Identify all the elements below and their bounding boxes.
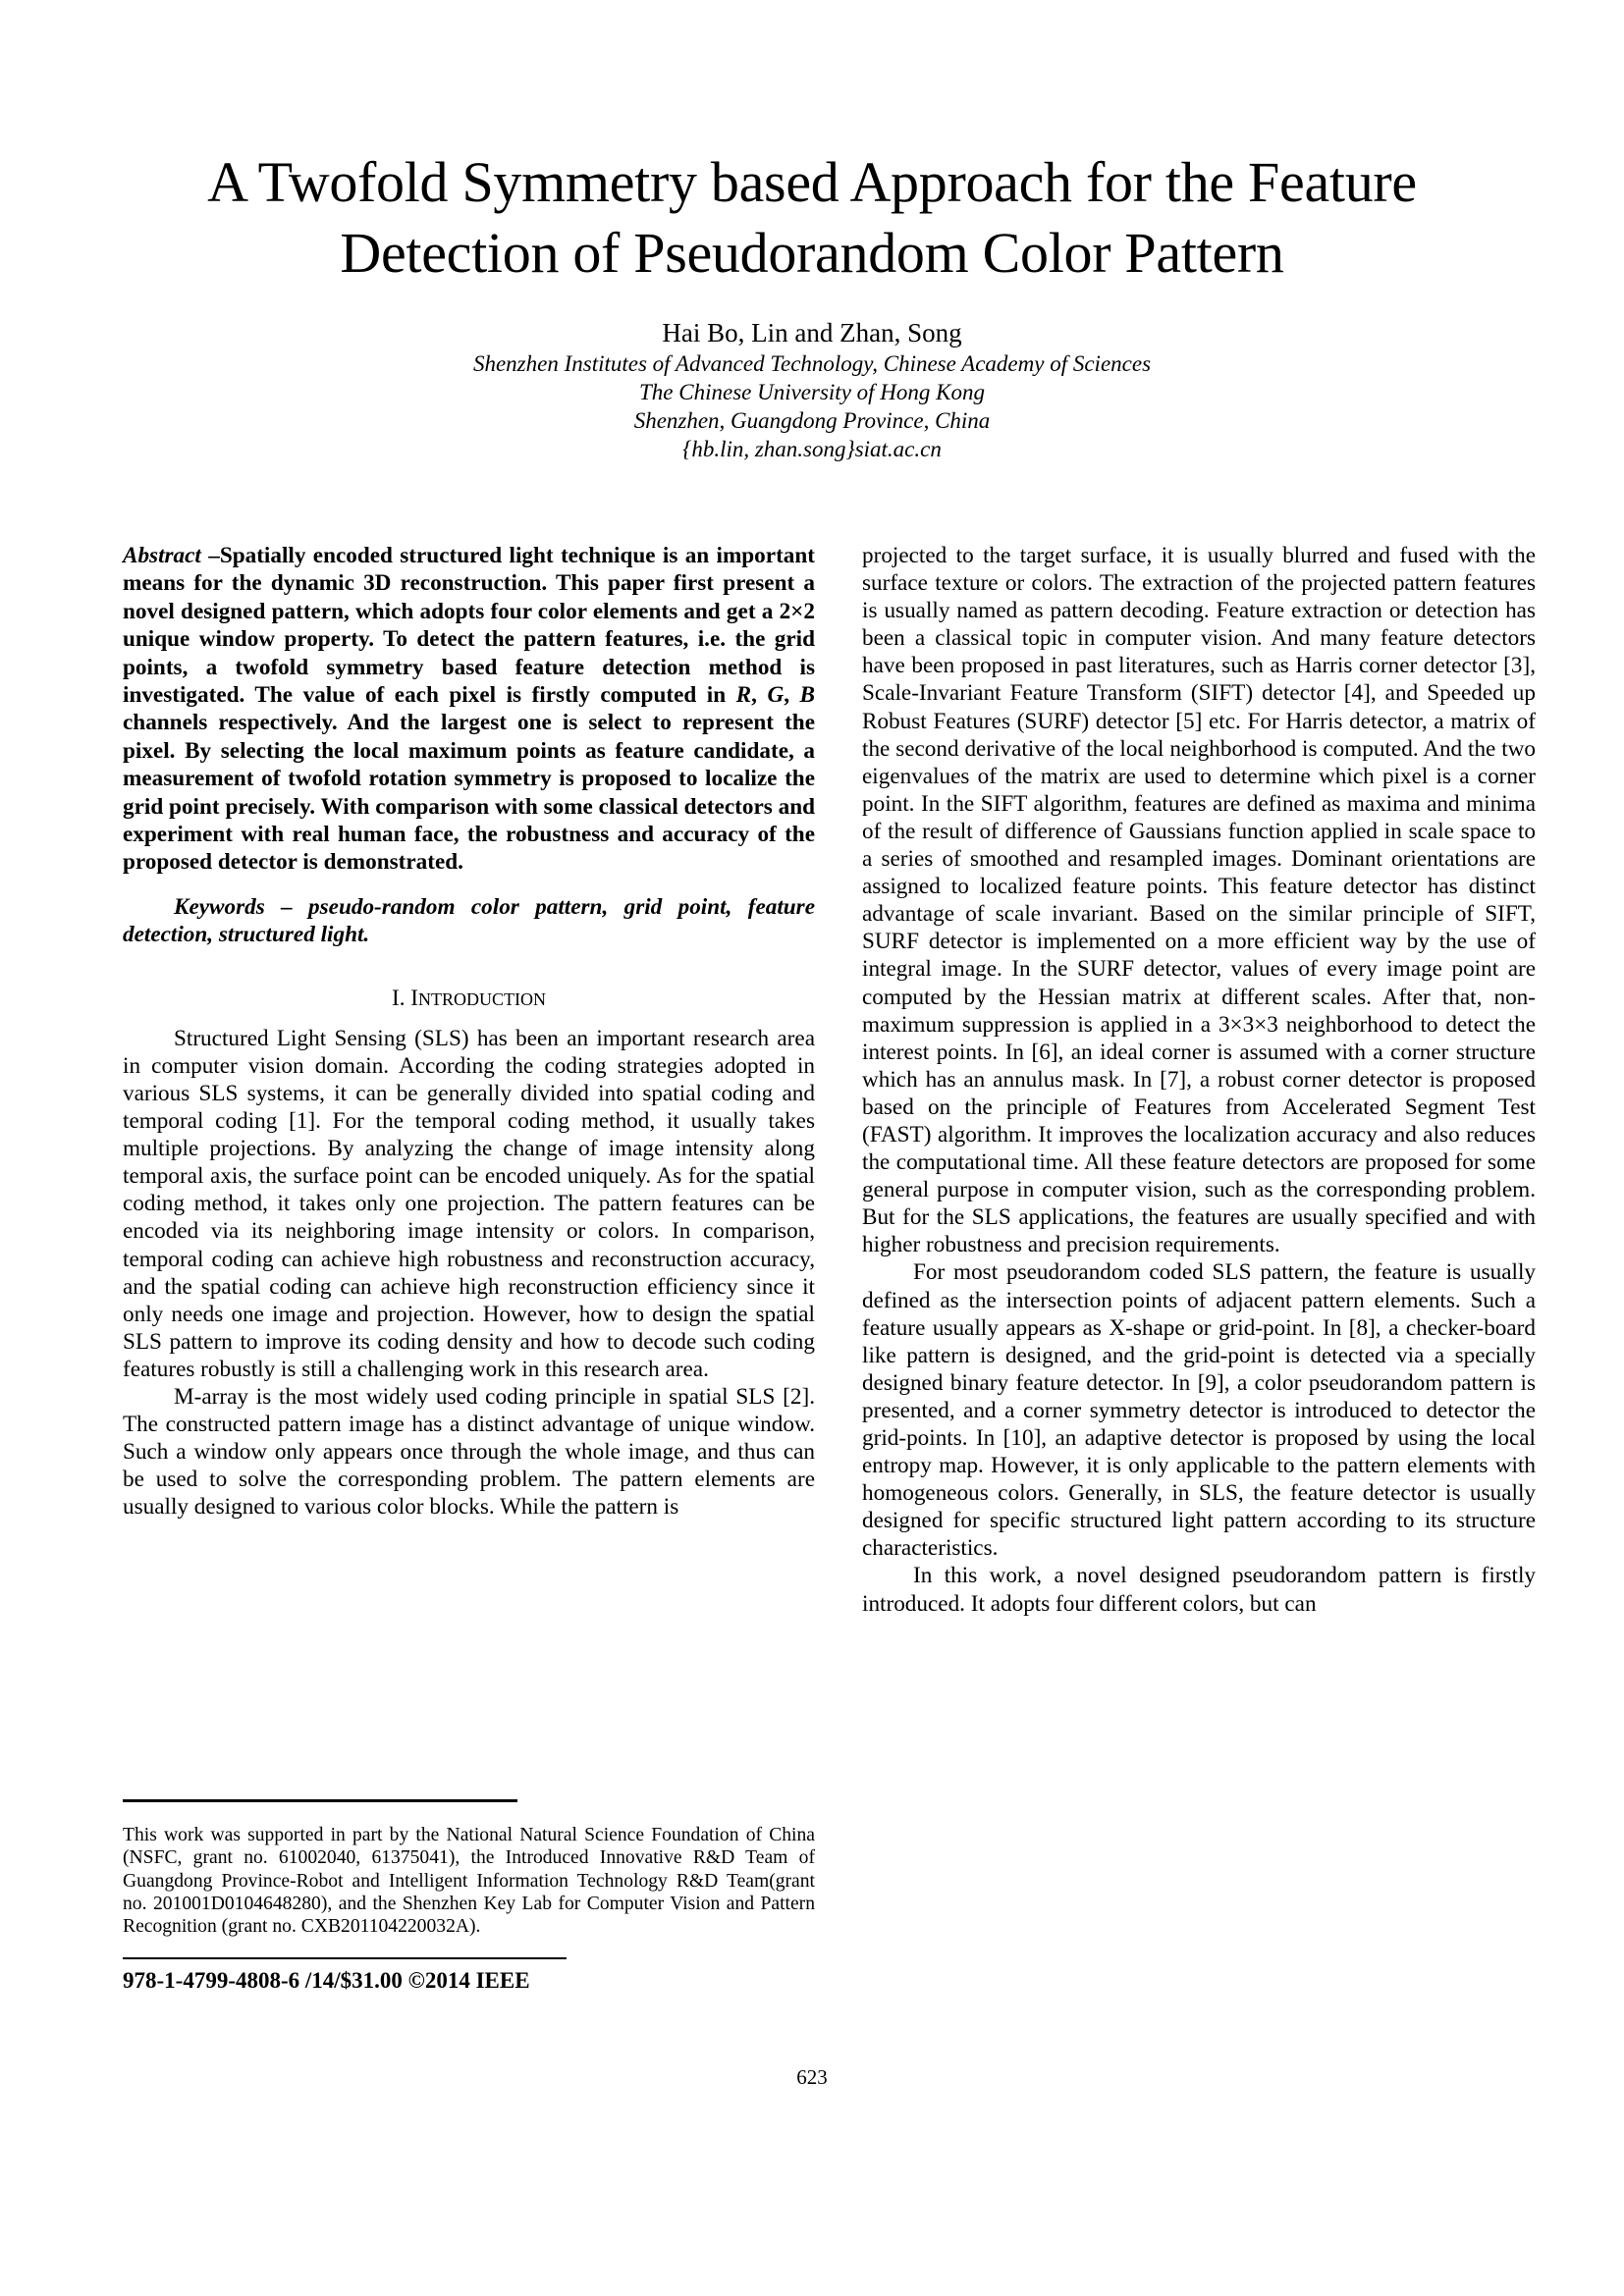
left-column [123,542,815,1521]
author-block [196,316,1428,463]
section-heading-introduction [123,985,815,1013]
affiliation-location: Shenzhen, Guangdong Province, China [633,408,991,433]
abstract-text-1: –Spatially encoded structured light technique is an important means for the dynamic 3D reconstruction. This paper first present a novel designed pattern, which adopts four color elements and get a 2×2 unique window property. To detect the pattern features, i.e. the grid points, a twofold symmetry based feature detection method is investigated. The value of each pixel is firstly computed in [123,543,815,709]
copyright-divider [123,1957,567,1959]
right-column [862,542,1536,1618]
paper-title [98,147,1526,289]
page-number: 623 [796,2065,828,2089]
abstract-text-2: channels respectively. And the largest one is select to represent the pixel. By selecting the local maximum points as feature candidate, a measurement of twofold rotation symmetry is proposed to localize the grid point precisely. With comparison with some classical detectors and experiment with real human face, the robustness and accuracy of the proposed detector is demonstrated. [123,710,815,876]
copyright-notice: 978-1-4799-4808-6 /14/$31.00 ©2014 IEEE [123,1968,530,1993]
channel-r: R [735,682,752,709]
footnote-divider [123,1799,517,1802]
channel-g: G [767,682,785,709]
keywords: Keywords – pseudo-random color pattern, grid point, feature detection, structured light. [123,893,815,948]
intro-paragraph-3: For most pseudorandom coded SLS pattern, the feature is usually defined as the intersection points of adjacent pattern elements. Such a feature usually appears as X-shape or grid-point. In [8], a checker-board like pattern is designed, and the grid-point is detected via a specially designed binary feature detector. In [9], a color pseudorandom pattern is presented, and a corner symmetry detector is introduced to detector the grid-points. In [10], an adaptive detector is proposed by using the local entropy map. However, it is only applicable to the pattern elements with homogeneous colors. Generally, in SLS, the feature detector is usually designed for specific structured light pattern according to its structure characteristics. [862,1259,1536,1562]
author-emails: {hb.lin, zhan.song}siat.ac.cn [682,437,942,461]
abstract: Abstract –Spatially encoded structured light technique is an important means for the dynamic 3D reconstruction. This paper first present a novel designed pattern, which adopts four color elements and get a 2×2 unique window property. To detect the pattern features, i.e. the grid points, a twofold symmetry based feature detection method is investigated. The value of each pixel is firstly computed in R, G, B channels respectively. And the largest one is select to represent the pixel. By selecting the local maximum points as feature candidate, a measurement of twofold rotation symmetry is proposed to localize the grid point precisely. With comparison with some classical detectors and experiment with real human face, the robustness and accuracy of the proposed detector is demonstrated. [123,543,815,876]
section-numeral: I. I [391,985,419,1011]
funding-footnote: This work was supported in part by the National Natural Science Foundation of China (NSFC, grant no. 61002040, 61375041), the Introduced Innovative R&D Team of Guangdong Province-Robot and Intelligent Information Technology R&D Team(grant no. 201001D0104648280), and the Shenzhen Key Lab for Computer Vision and Pattern Recognition (grant no. CXB201104220032A). [123,1825,815,1938]
intro-paragraph-4: In this work, a novel designed pseudorandom pattern is firstly introduced. It adopts four different colors, but can [862,1563,1536,1617]
author-names: Hai Bo, Lin and Zhan, Song [662,318,962,347]
affiliation-university: The Chinese University of Hong Kong [639,380,985,404]
intro-paragraph-2-continued: projected to the target surface, it is usually blurred and fused with the surface texture or colors. The extraction of the projected pattern features is usually named as pattern decoding. Feature extraction or detection has been a classical topic in computer vision. And many feature detectors have been proposed in past literatures, such as Harris corner detector [3], Scale-Invariant Feature Transform (SIFT) detector [4], and Speeded up Robust Features (SURF) detector [5] etc. For Harris detector, a matrix of the second derivative of the local neighborhood is computed. And the two eigenvalues of the matrix are used to determine which pixel is a corner point. In the SIFT algorithm, features are defined as maxima and minima of the result of difference of Gaussians function applied in scale space to a series of smoothed and resampled images. Dominant orientations are assigned to localized feature points. This feature detector has distinct advantage of scale invariant. Based on the similar principle of SIFT, SURF detector is implemented on a more efficient way by the use of integral image. In the SURF detector, values of every image point are computed by the Hessian matrix at different scales. After that, non-maximum suppression is applied in a 3×3×3 neighborhood to detect the interest points. In [6], an ideal corner is assumed with a corner structure which has an annulus mask. In [7], a robust corner detector is proposed based on the principle of Features from Accelerated Segment Test (FAST) algorithm. It improves the localization accuracy and also reduces the computational time. All these feature detectors are proposed for some general purpose in computer vision, such as the corresponding problem. But for the SLS applications, the features are usually specified and with higher robustness and precision requirements. [862,543,1536,1258]
abstract-label: Abstract [123,543,201,568]
channel-b: B [799,682,815,709]
intro-paragraph-1: Structured Light Sensing (SLS) has been an important research area in computer vision domain. According the coding strategies adopted in various SLS systems, it can be generally divided into spatial coding and temporal coding [1]. For the temporal coding method, it usually takes multiple projections. By analyzing the change of image intensity along temporal axis, the surface point can be encoded uniquely. As for the spatial coding method, it takes only one projection. The pattern features can be encoded via its neighboring image intensity or colors. In comparison, temporal coding can achieve high robustness and reconstruction accuracy, and the spatial coding can achieve high reconstruction efficiency since it only needs one image and projection. However, how to design the spatial SLS pattern to improve its coding density and how to decode such coding features robustly is still a challenging work in this research area. [123,1025,815,1382]
section-title: NTRODUCTION [418,988,547,1009]
title-line-1: A Twofold Symmetry based Approach for the Feature [207,150,1417,214]
title-line-2: Detection of Pseudorandom Color Pattern [340,221,1284,285]
intro-paragraph-2: M-array is the most widely used coding principle in spatial SLS [2]. The constructed pattern image has a distinct advantage of unique window. Such a window only appears once through the whole image, and thus can be used to solve the corresponding problem. The pattern elements are usually designed to various color blocks. While the pattern is [123,1384,815,1521]
affiliation-institute: Shenzhen Institutes of Advanced Technology, Chinese Academy of Sciences [472,351,1152,376]
